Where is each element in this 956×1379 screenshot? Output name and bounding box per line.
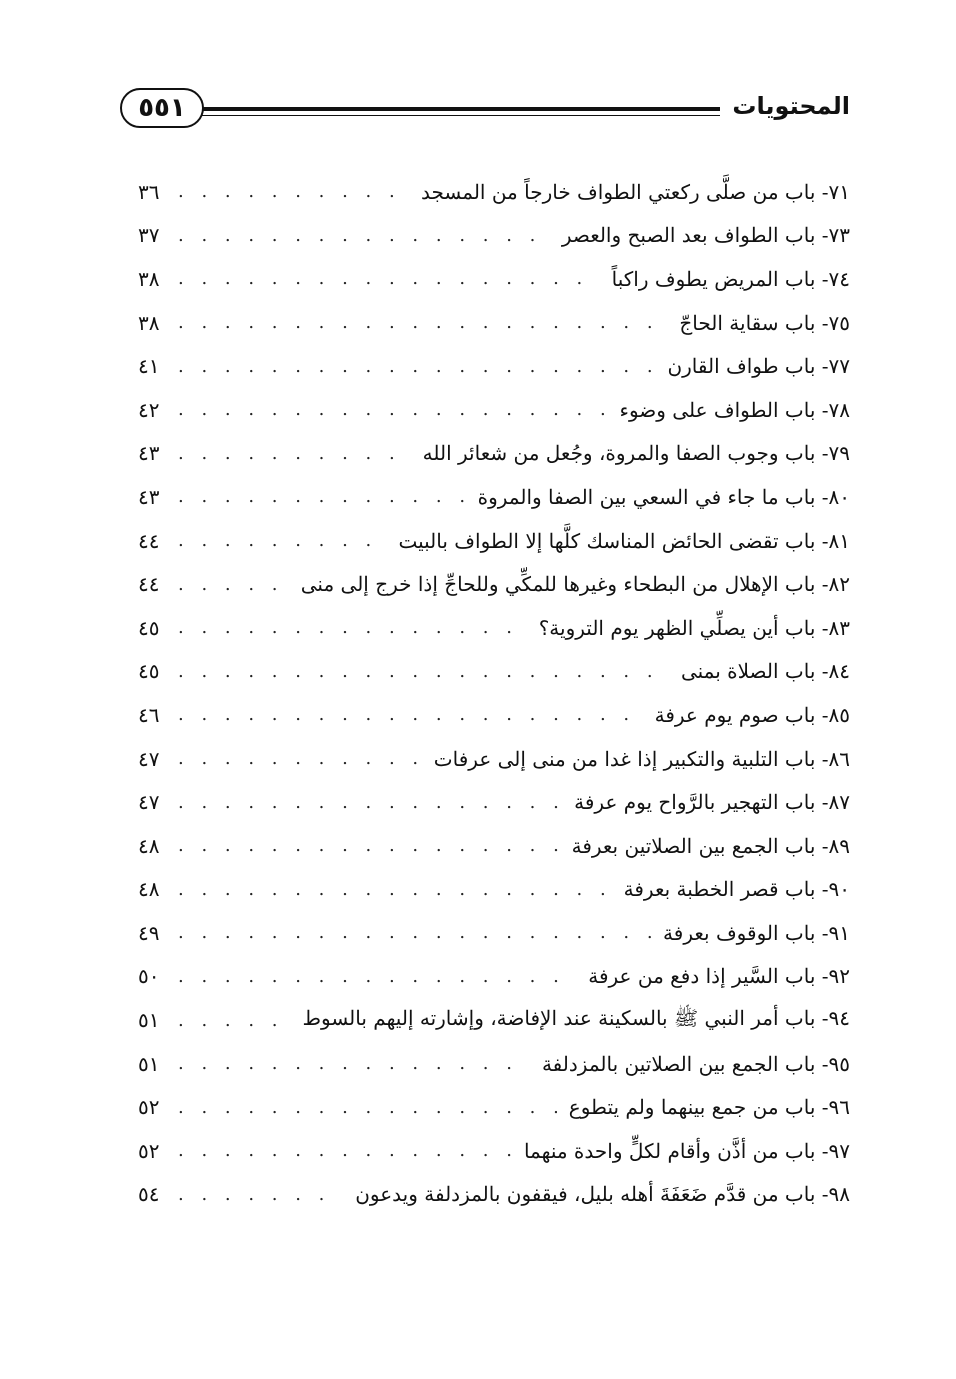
toc-entry-title: ٨٦- باب التلبية والتكبير إذا غدا من منى إلى عرفات: [433, 746, 850, 771]
toc-entry-page: ٤٥: [138, 615, 160, 640]
toc-entry-title: ٩٨- باب من قدَّم ضَعَفَةَ أهله بليل، فيقفون بالمزدلفة ويدعون: [355, 1182, 850, 1207]
dot-leader: [178, 356, 655, 377]
toc-entry-title: ٨٢- باب الإهلال من البطحاء وغيرها للمكِّي وللحاجِّ إذا خرج إلى منى: [300, 572, 850, 597]
toc-entry-title: ٩٢- باب السَّير إذا دفع من عرفة: [588, 964, 850, 989]
toc-entry: [138, 562, 850, 606]
toc-entry-title: ٩٥- باب الجمع بين الصلاتين بالمزدلفة: [541, 1051, 850, 1076]
dot-leader: [178, 181, 409, 202]
toc-entry-page: ٥٢: [138, 1095, 160, 1120]
dot-leader: [178, 792, 562, 813]
toc-entry-page: ٣٧: [138, 223, 160, 248]
toc-entry-page: ٤٧: [138, 790, 160, 815]
dot-leader: [178, 312, 667, 333]
dot-leader: [178, 399, 608, 420]
toc-entry-title: ٧٧- باب طواف القارن: [667, 354, 850, 379]
dot-leader: [178, 922, 651, 943]
toc-entry-title: ٧١- باب من صلَّى ركعتي الطواف خارجاً من المسجد: [421, 179, 850, 204]
table-of-contents: [138, 170, 850, 1216]
toc-entry: [138, 519, 850, 563]
toc-entry: [138, 955, 850, 999]
dot-leader: [178, 661, 669, 682]
toc-entry-page: ٤٦: [138, 702, 160, 727]
header-rule-thick: [202, 107, 720, 111]
toc-entry-title: ٨٠- باب ما جاء في السعي بين الصفا والمروة: [477, 484, 850, 509]
toc-entry-page: ٣٨: [138, 310, 160, 335]
toc-entry-title: ٧٩- باب وجوب الصفا والمروة، وجُعل من شعائر الله: [422, 441, 850, 466]
toc-entry: [138, 214, 850, 258]
toc-entry: [138, 1042, 850, 1086]
toc-entry-title: ٧٤- باب المريض يطوف راكباً: [611, 266, 850, 291]
toc-entry-title: ٨٤- باب الصلاة بمنى: [680, 659, 850, 684]
dot-leader: [178, 574, 289, 595]
dot-leader: [178, 225, 550, 246]
toc-entry-page: ٥١: [138, 1008, 160, 1033]
toc-entry: [138, 737, 850, 781]
toc-entry: [138, 998, 850, 1042]
toc-entry: [138, 693, 850, 737]
dot-leader: [178, 748, 422, 769]
dot-leader: [178, 1053, 530, 1074]
page-header: [120, 88, 850, 138]
toc-entry-title: ٨٩- باب الجمع بين الصلاتين بعرفة: [571, 833, 850, 858]
toc-entry: [138, 1129, 850, 1173]
toc-entry-page: ٣٦: [138, 179, 160, 204]
toc-entry-title: ٩١- باب الوقوف بعرفة: [663, 920, 850, 945]
running-title: المحتويات: [732, 92, 850, 120]
toc-entry-title: ٨٥- باب صوم يوم عرفة: [654, 702, 850, 727]
toc-entry: [138, 475, 850, 519]
toc-entry-page: ٥١: [138, 1051, 160, 1076]
toc-entry-page: ٤٨: [138, 833, 160, 858]
toc-entry: [138, 344, 850, 388]
toc-entry-page: ٤٩: [138, 920, 160, 945]
toc-entry-page: ٥٢: [138, 1138, 160, 1163]
toc-entry: [138, 257, 850, 301]
dot-leader: [178, 1097, 557, 1118]
toc-entry-page: ٤٤: [138, 572, 160, 597]
toc-entry-page: ٤١: [138, 354, 160, 379]
toc-entry: [138, 1085, 850, 1129]
dot-leader: [178, 486, 466, 507]
toc-entry-page: ٤٢: [138, 397, 160, 422]
toc-entry-page: ٤٨: [138, 877, 160, 902]
toc-entry-page: ٤٤: [138, 528, 160, 553]
dot-leader: [178, 443, 411, 464]
toc-entry: [138, 1173, 850, 1217]
toc-entry: [138, 650, 850, 694]
toc-entry-page: ٤٣: [138, 441, 160, 466]
toc-entry-title: ٩٠- باب قصر الخطبة بعرفة: [623, 877, 850, 902]
toc-entry-page: ٤٣: [138, 484, 160, 509]
toc-entry-title: ٧٨- باب الطواف على وضوء: [619, 397, 850, 422]
dot-leader: [178, 268, 600, 289]
toc-entry-page: ٤٥: [138, 659, 160, 684]
toc-entry: [138, 301, 850, 345]
toc-entry: [138, 432, 850, 476]
toc-entry: [138, 824, 850, 868]
dot-leader: [178, 704, 643, 725]
dot-leader: [178, 1010, 291, 1031]
dot-leader: [178, 879, 612, 900]
toc-entry: [138, 388, 850, 432]
header-rule-thin: [202, 115, 720, 116]
toc-entry: [138, 606, 850, 650]
toc-entry-page: ٥٠: [138, 964, 160, 989]
toc-entry-title: ٨٧- باب التهجير بالرَّواح يوم عرفة: [574, 790, 850, 815]
toc-entry-page: ٤٧: [138, 746, 160, 771]
dot-leader: [178, 966, 576, 987]
dot-leader: [178, 1184, 343, 1205]
dot-leader: [178, 835, 560, 856]
toc-entry: [138, 911, 850, 955]
toc-entry-title: ٧٣- باب الطواف بعد الصبح والعصر: [561, 223, 850, 248]
toc-entry-title: ٧٥- باب سقاية الحاجّ: [679, 310, 850, 335]
toc-entry-title: ٩٤- باب أمر النبي ﷺ بالسكينة عند الإفاضة، وإشارته إليهم بالسوط: [302, 1005, 850, 1030]
toc-entry-page: ٥٤: [138, 1182, 160, 1207]
page-number-badge: ٥٥١: [120, 88, 204, 128]
dot-leader: [178, 1140, 512, 1161]
toc-entry-title: ٨١- باب تقضى الحائض المناسك كلَّها إلا الطواف بالبيت: [398, 528, 850, 553]
dot-leader: [178, 617, 527, 638]
toc-entry-title: ٨٣- باب أين يصلِّي الظهر يوم التروية؟: [538, 615, 850, 640]
dot-leader: [178, 530, 386, 551]
toc-entry: [138, 868, 850, 912]
toc-entry: [138, 780, 850, 824]
toc-entry: [138, 170, 850, 214]
toc-entry-title: ٩٦- باب من جمع بينهما ولم يتطوع: [568, 1095, 850, 1120]
toc-entry-title: ٩٧- باب من أذَّن وأقام لكلٍّ واحدة منهما: [523, 1138, 850, 1163]
toc-entry-page: ٣٨: [138, 266, 160, 291]
